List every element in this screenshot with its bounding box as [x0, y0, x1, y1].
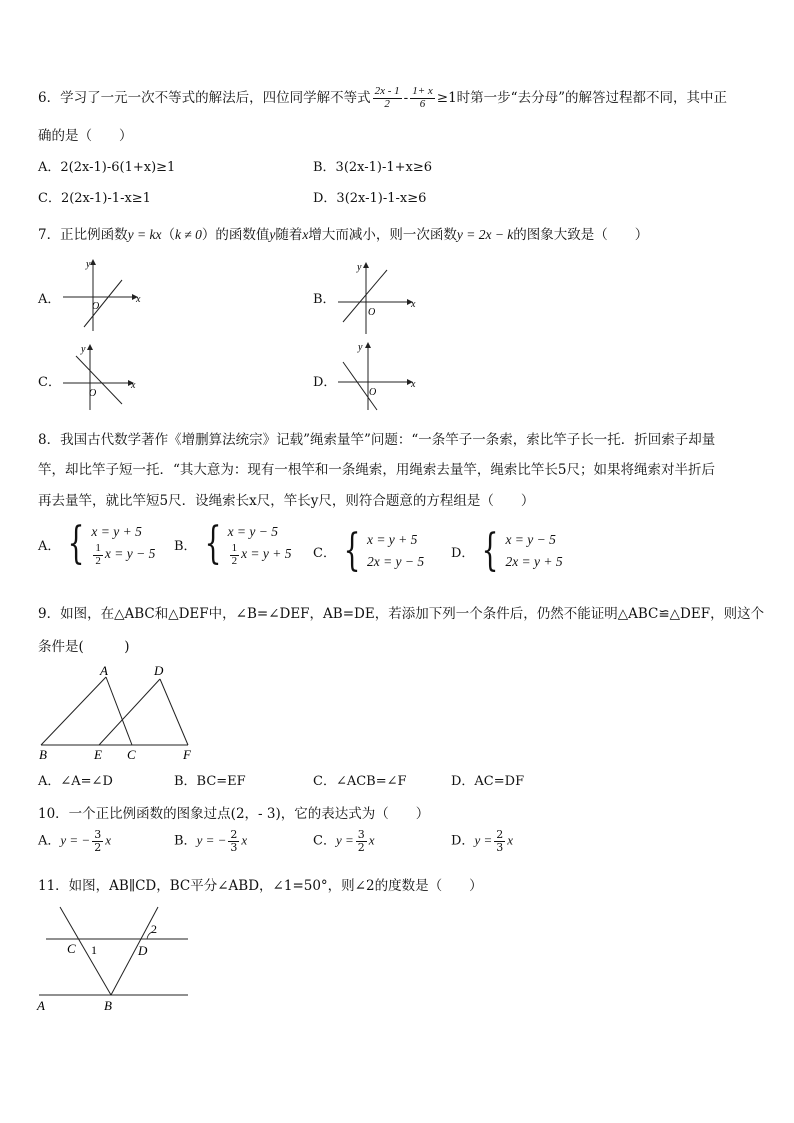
svg-text:x: x	[411, 299, 416, 310]
q7-option-a[interactable]: A．	[38, 292, 61, 307]
svg-text:A: A	[37, 998, 45, 1013]
q9-option-c[interactable]: C．∠ACB=∠F	[313, 774, 407, 789]
q7-option-d[interactable]: D．	[313, 375, 337, 390]
svg-text:C: C	[67, 941, 76, 956]
q7-graph-d	[335, 338, 420, 412]
q7-option-c[interactable]: C．	[38, 375, 61, 390]
q7-stem: 7．正比例函数y = kx（k ≠ 0）的函数值y随着x增大而减小，则一次函数y = 2x − k的图象大致是（ ）	[38, 227, 649, 243]
q8-option-c[interactable]: C． { x = y + 5 2x = y − 5	[313, 525, 425, 576]
q9-triangle-figure	[36, 660, 201, 762]
q6-stem-line2: 确的是（ ）	[38, 128, 133, 144]
svg-text:O: O	[92, 301, 100, 312]
svg-text:C: C	[127, 747, 136, 762]
q6-option-c[interactable]: C．2(2x-1)-1-x≥1	[38, 191, 151, 206]
svg-text:x: x	[131, 380, 136, 391]
q8-option-a[interactable]: A． { x = y + 5 $\frac{1}{2}$ x = y − 5	[38, 518, 156, 570]
q9-stem-line2: 条件是( )	[38, 639, 130, 655]
q6-fraction-2: $\frac{1+ x}{6}$	[412, 85, 433, 110]
q10-option-c[interactable]: C．y = $\frac{3}{2}$ x	[313, 828, 375, 854]
q8-stem-line3: 再去量竿，就比竿短5尺．设绳索长x尺，竿长y尺，则符合题意的方程组是（ ）	[38, 493, 535, 509]
q7-graph-a	[60, 255, 145, 335]
q8-option-b[interactable]: B． { x = y − 5 $\frac{1}{2}$ x = y + 5	[174, 518, 292, 570]
q7-option-b[interactable]: B．	[313, 292, 336, 307]
q6-option-a[interactable]: A．2(2x-1)-6(1+x)≥1	[38, 160, 176, 175]
q9-stem-line1: 9．如图，在△ABC和△DEF中，∠B=∠DEF，AB=DE，若添加下列一个条件后，仍然不能证明△ABC≌△DEF，则这个	[38, 606, 765, 622]
q10-option-d[interactable]: D．y = $\frac{2}{3}$ x	[451, 828, 514, 854]
svg-text:x: x	[136, 294, 141, 305]
q7-graph-b	[335, 258, 420, 338]
q9-option-b[interactable]: B．BC=EF	[174, 774, 246, 789]
q6-fraction-1: $\frac{2x - 1}{2}$	[374, 85, 400, 110]
svg-text:A: A	[100, 663, 108, 678]
q9-option-a[interactable]: A．∠A=∠D	[38, 774, 113, 789]
svg-text:F: F	[183, 747, 191, 762]
svg-text:y: y	[81, 344, 86, 355]
svg-text:x: x	[411, 379, 416, 390]
svg-text:D: D	[138, 943, 148, 958]
svg-text:O: O	[89, 388, 97, 399]
svg-text:y: y	[357, 262, 362, 273]
svg-text:O: O	[368, 307, 376, 318]
svg-text:D: D	[154, 663, 164, 678]
svg-text:1: 1	[91, 943, 97, 957]
svg-text:B: B	[104, 998, 112, 1013]
svg-text:O: O	[369, 387, 377, 398]
q10-option-a[interactable]: A．y = − $\frac{3}{2}$ x	[38, 828, 111, 854]
svg-text:2: 2	[151, 922, 157, 936]
q11-parallel-lines-figure	[34, 902, 194, 1014]
q10-stem: 10．一个正比例函数的图象过点(2，- 3)，它的表达式为（ ）	[38, 806, 430, 822]
svg-text:y: y	[86, 259, 91, 270]
q8-option-d[interactable]: D． { x = y − 5 2x = y + 5	[451, 525, 563, 576]
q8-stem-line2: 竿，却比竿子短一托．“其大意为：现有一根竿和一条绳索，用绳索去量竿，绳索比竿长5尺；如果将绳索对半折后	[38, 462, 715, 478]
q8-stem-line1: 8．我国古代数学著作《增删算法统宗》记载”绳索量竿”问题：“一条竿子一条索，索比竿子长一托．折回索子却量	[38, 432, 716, 448]
q9-option-d[interactable]: D．AC=DF	[451, 774, 525, 789]
svg-text:y: y	[358, 342, 363, 353]
svg-text:E: E	[94, 747, 102, 762]
q6-stem: 6．学习了一元一次不等式的解法后，四位同学解不等式 $\frac{2x - 1}{2}$ - $\frac{1+ x}{6}$ ≥1时第一步“去分母”的解答过程都不同，其中正	[38, 85, 727, 110]
q11-stem: 11．如图，AB∥CD，BC平分∠ABD，∠1=50°，则∠2的度数是（ ）	[38, 878, 483, 894]
q6-option-d[interactable]: D．3(2x-1)-1-x≥6	[313, 191, 427, 206]
q6-option-b[interactable]: B．3(2x-1)-1+x≥6	[313, 160, 433, 175]
q10-option-b[interactable]: B．y = − $\frac{2}{3}$ x	[174, 828, 248, 854]
q7-graph-c	[60, 340, 145, 412]
svg-text:B: B	[39, 747, 47, 762]
